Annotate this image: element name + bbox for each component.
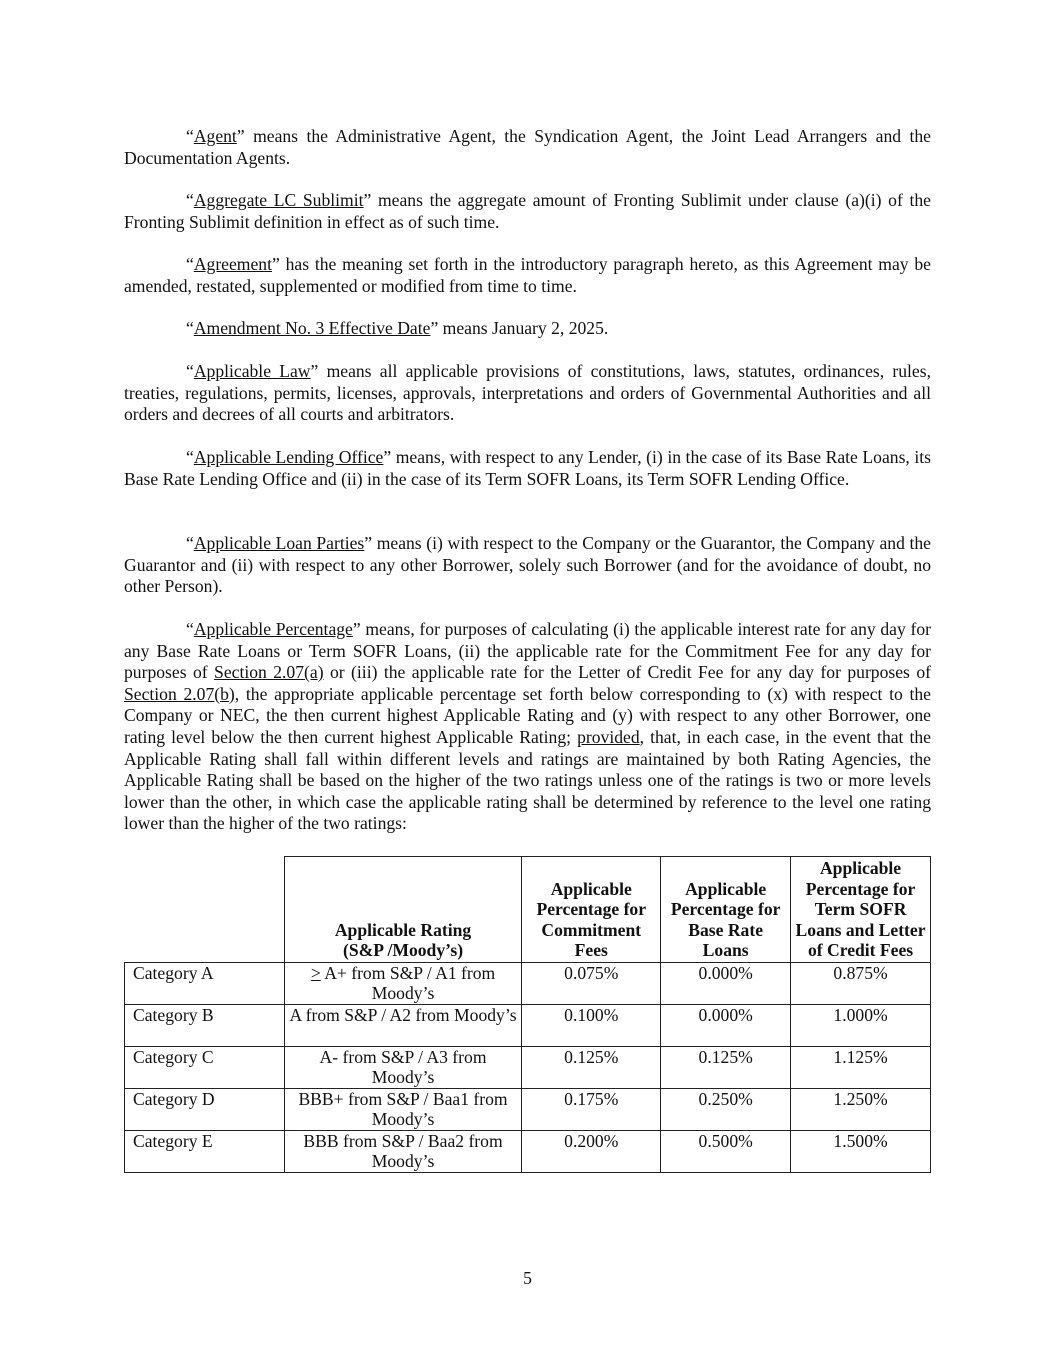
table-cell-category: Category B [125, 1004, 285, 1046]
proviso-term: provided [577, 726, 640, 747]
table-cell-category: Category D [125, 1088, 285, 1130]
open-quote: “ [186, 361, 194, 381]
definition-text: , the appropriate applicable percentage set forth below corresponding to (x) with respect to the Company or NEC, the then current highest Applicable Rating and (y) with respect to any other Borrower, one rating level below the then current highest Applicable Rating; [124, 683, 931, 747]
rating-text: A+ from S&P / A1 from Moody’s [320, 962, 496, 1003]
definition-agent [124, 126, 931, 169]
table-header-commitment: Applicable Percentage for Commitment Fees [522, 857, 661, 963]
open-quote: “ [186, 447, 194, 467]
table-cell-category: Category C [125, 1046, 285, 1088]
applicable-percentage-table [124, 856, 931, 1173]
defined-term: Applicable Law [193, 361, 311, 381]
table-cell-rating [284, 962, 522, 1004]
defined-term: Applicable Loan Parties [193, 533, 365, 553]
table-cell-sofr: 1.250% [791, 1088, 931, 1130]
section-reference: Section 2.07(b) [124, 683, 235, 704]
table-cell-commitment: 0.125% [522, 1046, 661, 1088]
table-cell-category: Category E [125, 1130, 285, 1172]
definition-text: ” means the aggregate amount of Fronting Sublimit under clause (a)(i) of the Fronting Sublimit definition in effect as of such time. [124, 190, 931, 232]
open-quote: “ [186, 533, 194, 553]
table-row [125, 1130, 931, 1172]
table-cell-rating: A from S&P / A2 from Moody’s [284, 1004, 522, 1046]
table-cell-sofr: 1.500% [791, 1130, 931, 1172]
table-header-rating [284, 857, 522, 963]
table-cell-commitment: 0.100% [522, 1004, 661, 1046]
table-cell-rating: BBB+ from S&P / Baa1 from Moody’s [284, 1088, 522, 1130]
table-cell-sofr: 1.000% [791, 1004, 931, 1046]
definition-aggregate-lc-sublimit [124, 190, 931, 233]
definition-amendment-date [124, 318, 931, 340]
open-quote: “ [186, 318, 194, 338]
table-row [125, 1004, 931, 1046]
section-reference: Section 2.07(a) [214, 662, 324, 683]
defined-term: Aggregate LC Sublimit [193, 190, 364, 210]
definition-text: ” means, with respect to any Lender, (i) in the case of its Base Rate Loans, its Base Rate Lending Office and (ii) in the case of its Term SOFR Loans, its Term SOFR Lending Office. [124, 447, 931, 489]
table-header-row [125, 857, 931, 963]
table-header-sofr: Applicable Percentage for Term SOFR Loans and Letter of Credit Fees [791, 857, 931, 963]
table-cell-commitment: 0.075% [522, 962, 661, 1004]
open-quote: “ [186, 126, 194, 146]
table-cell-base-rate: 0.000% [661, 962, 791, 1004]
definition-text: ” means January 2, 2025. [430, 318, 609, 338]
table-cell-base-rate: 0.250% [661, 1088, 791, 1130]
definition-text: ” means (i) with respect to the Company or the Guarantor, the Company and the Guarantor and (ii) with respect to any other Borrower, solely such Borrower (and for the avoidance of doubt, no other Person). [124, 533, 931, 597]
table-header-blank [125, 857, 285, 963]
defined-term: Applicable Lending Office [193, 447, 384, 467]
table-cell-base-rate: 0.500% [661, 1130, 791, 1172]
definition-text: ” means, for purposes of calculating (i) the applicable interest rate for any day for any Base Rate Loans or Term SOFR Loans, (ii) the applicable rate for the Commitment Fee for any day for purposes of [124, 619, 931, 683]
definition-applicable-law [124, 361, 931, 426]
definition-text: or (iii) the applicable rate for the Letter of Credit Fee for any day for purposes of [323, 662, 931, 683]
defined-term: Applicable Percentage [193, 619, 353, 639]
page-number: 5 [523, 1268, 532, 1288]
greater-equal-symbol: > [310, 962, 321, 983]
table-cell-rating: BBB from S&P / Baa2 from Moody’s [284, 1130, 522, 1172]
table-cell-category: Category A [125, 962, 285, 1004]
table-cell-sofr: 1.125% [791, 1046, 931, 1088]
table-header-base-rate: Applicable Percentage for Base Rate Loans [661, 857, 791, 963]
header-rating-line2: (S&P /Moody’s) [343, 940, 464, 960]
definition-applicable-loan-parties [124, 533, 931, 598]
definition-applicable-lending-office [124, 447, 931, 490]
table-cell-commitment: 0.175% [522, 1088, 661, 1130]
table-row [125, 962, 931, 1004]
table-cell-sofr: 0.875% [791, 962, 931, 1004]
definition-text: ” has the meaning set forth in the introductory paragraph hereto, as this Agreement may be amended, restated, supplemented or modified from time to time. [124, 254, 931, 296]
definition-text: ” means all applicable provisions of constitutions, laws, statutes, ordinances, rules, treaties, regulations, permits, licenses, approvals, interpretations and orders of Governmental Authorities and all orders and decrees of all courts and arbitrators. [124, 361, 931, 425]
open-quote: “ [186, 254, 194, 274]
table-cell-base-rate: 0.125% [661, 1046, 791, 1088]
defined-term: Agent [193, 126, 237, 146]
open-quote: “ [186, 619, 194, 639]
table-cell-rating: A- from S&P / A3 from Moody’s [284, 1046, 522, 1088]
definition-text: , that, in each case, in the event that the Applicable Rating shall fall within different levels and ratings are maintained by both Rating Agencies, the Applicable Rating shall be based on the higher of the two ratings unless one of the ratings is two or more levels lower than the other, in which case the applicable rating shall be determined by reference to the level one rating lower than the higher of the two ratings: [124, 726, 931, 834]
header-rating-line1: Applicable Rating [334, 919, 472, 940]
defined-term: Agreement [193, 254, 272, 274]
table-row [125, 1046, 931, 1088]
definition-agreement [124, 254, 931, 297]
table-cell-commitment: 0.200% [522, 1130, 661, 1172]
definition-applicable-percentage [124, 619, 931, 835]
table-row [125, 1088, 931, 1130]
open-quote: “ [186, 190, 194, 210]
definition-text: ” means the Administrative Agent, the Syndication Agent, the Joint Lead Arrangers and the Documentation Agents. [124, 126, 931, 168]
table-cell-base-rate: 0.000% [661, 1004, 791, 1046]
defined-term: Amendment No. 3 Effective Date [193, 318, 431, 338]
